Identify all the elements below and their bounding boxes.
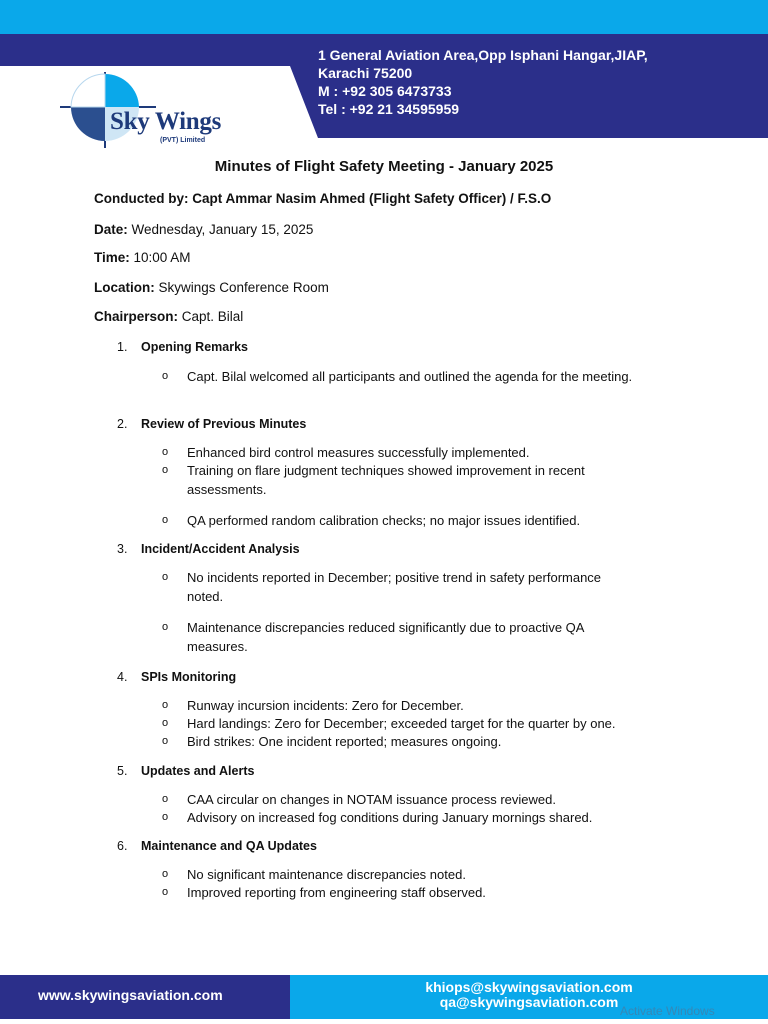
section-heading xyxy=(117,542,300,556)
bullet-item xyxy=(162,696,637,715)
logo-name: Sky Wings xyxy=(110,108,222,135)
bullet-marker: o xyxy=(162,811,169,823)
location-value: Skywings Conference Room xyxy=(154,280,329,295)
section-heading xyxy=(117,670,236,684)
section-title: Maintenance and QA Updates xyxy=(141,839,317,853)
chairperson-line xyxy=(94,309,243,324)
section-number: 2. xyxy=(117,417,128,431)
bullet-text: Capt. Bilal welcomed all participants and outlined the agenda for the meeting. xyxy=(187,369,633,384)
section-heading xyxy=(117,340,248,354)
bullet-item xyxy=(162,461,637,499)
bullet-text: CAA circular on changes in NOTAM issuance process reviewed. xyxy=(187,792,556,807)
logo-subtitle: (PVT) Limited xyxy=(160,137,206,144)
bullet-item xyxy=(162,883,637,902)
bullet-text: Hard landings: Zero for December; exceeded target for the quarter by one. xyxy=(187,716,616,731)
bullet-item xyxy=(162,790,637,809)
chairperson-value: Capt. Bilal xyxy=(178,309,244,324)
footer-email-ops: khiops@skywingsaviation.com xyxy=(425,979,633,995)
bullet-item xyxy=(162,714,637,733)
section-number: 6. xyxy=(117,839,128,853)
bullet-marker: o xyxy=(162,571,169,583)
bullet-text: Enhanced bird control measures successfully implemented. xyxy=(187,445,530,460)
date-label: Date: xyxy=(94,222,128,237)
section-heading xyxy=(117,417,306,431)
bullet-marker: o xyxy=(162,514,169,526)
bullet-marker: o xyxy=(162,793,169,805)
location-label: Location: xyxy=(94,280,155,295)
conducted-value: Capt Ammar Nasim Ahmed (Flight Safety Officer) / F.S.O xyxy=(188,191,552,206)
location-line xyxy=(94,280,329,295)
bullet-text: Training on flare judgment techniques showed improvement in recent assessments. xyxy=(187,463,585,497)
chairperson-label: Chairperson: xyxy=(94,309,179,324)
bullet-marker: o xyxy=(162,735,169,747)
bullet-item xyxy=(162,568,637,606)
time-label: Time: xyxy=(94,250,130,265)
section-number: 5. xyxy=(117,764,128,778)
date-line xyxy=(94,222,313,237)
section-title: Opening Remarks xyxy=(141,340,248,354)
bullet-item xyxy=(162,367,637,386)
section-title: Updates and Alerts xyxy=(141,764,255,778)
activation-watermark: Activate Windows xyxy=(620,1004,715,1018)
bullet-text: QA performed random calibration checks; no major issues identified. xyxy=(187,513,581,528)
bullet-marker: o xyxy=(162,370,169,382)
bullet-item xyxy=(162,808,637,827)
bullet-text: Maintenance discrepancies reduced significantly due to proactive QA measures. xyxy=(187,620,584,654)
time-value: 10:00 AM xyxy=(129,250,191,265)
document-title: Minutes of Flight Safety Meeting - January 2025 xyxy=(214,158,554,175)
section-number: 1. xyxy=(117,340,128,354)
bullet-text: No incidents reported in December; positive trend in safety performance noted. xyxy=(187,570,602,604)
time-line xyxy=(94,250,191,265)
section-number: 4. xyxy=(117,670,128,684)
section-title: SPIs Monitoring xyxy=(141,670,237,684)
section-number: 3. xyxy=(117,542,128,556)
bullet-item xyxy=(162,732,637,751)
address-line-1: 1 General Aviation Area,Opp Isphani Hangar,JIAP, xyxy=(318,47,648,63)
section-heading xyxy=(117,764,254,778)
date-value: Wednesday, January 15, 2025 xyxy=(127,222,314,237)
conducted-label: Conducted by: xyxy=(94,191,189,206)
bullet-text: Improved reporting from engineering staff observed. xyxy=(187,885,486,900)
section-title: Review of Previous Minutes xyxy=(141,417,307,431)
bullet-text: Advisory on increased fog conditions during January mornings shared. xyxy=(187,810,593,825)
bullet-marker: o xyxy=(162,717,169,729)
header-top-stripe xyxy=(0,0,768,34)
bullet-marker: o xyxy=(162,446,169,458)
section-title: Incident/Accident Analysis xyxy=(141,542,300,556)
footer-website: www.skywingsaviation.com xyxy=(38,987,223,1003)
bullet-item xyxy=(162,865,637,884)
bullet-marker: o xyxy=(162,886,169,898)
bullet-text: No significant maintenance discrepancies noted. xyxy=(187,867,466,882)
conducted-by-line xyxy=(94,191,551,206)
header-address xyxy=(318,46,648,118)
bullet-item xyxy=(162,618,637,656)
bullet-text: Runway incursion incidents: Zero for December. xyxy=(187,698,464,713)
bullet-item xyxy=(162,443,637,462)
section-heading xyxy=(117,839,317,853)
bullet-marker: o xyxy=(162,621,169,633)
bullet-marker: o xyxy=(162,464,169,476)
mobile-number: M : +92 305 6473733 xyxy=(318,83,452,99)
footer-email-qa: qa@skywingsaviation.com xyxy=(439,994,619,1010)
bullet-marker: o xyxy=(162,868,169,880)
address-line-2: Karachi 75200 xyxy=(318,65,413,81)
bullet-item xyxy=(162,511,637,530)
bullet-text: Bird strikes: One incident reported; measures ongoing. xyxy=(187,734,502,749)
telephone-number: Tel : +92 21 34595959 xyxy=(318,101,460,117)
bullet-marker: o xyxy=(162,699,169,711)
